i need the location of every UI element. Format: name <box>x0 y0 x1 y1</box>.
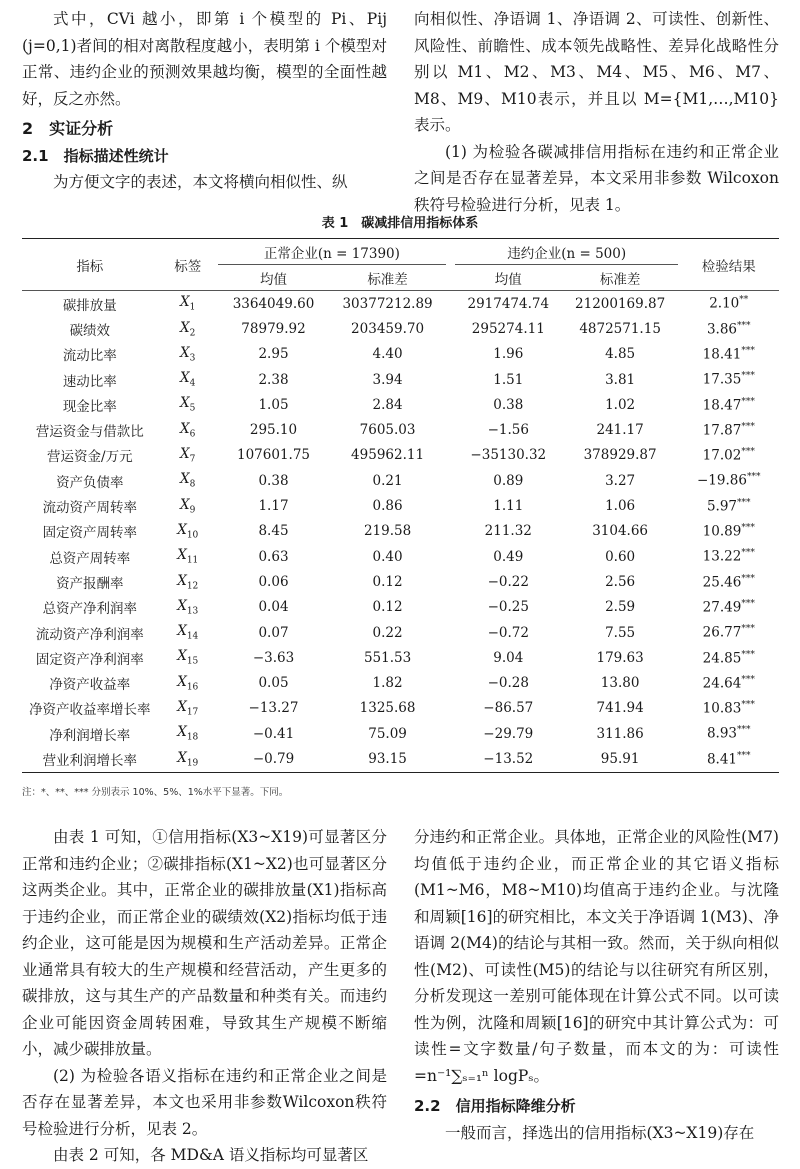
cell-indicator: 流动资产周转率 <box>42 500 138 517</box>
cell-result: 13.22*** <box>702 548 755 565</box>
cell-label: $X_6$ <box>180 420 196 440</box>
cell-result: 2.10** <box>709 295 749 312</box>
cell-normal-sd: 4.40 <box>372 346 403 363</box>
cell-default-sd: 21200169.87 <box>575 295 666 312</box>
cell-label: $X_8$ <box>180 471 196 491</box>
cell-indicator: 流动比率 <box>62 348 117 365</box>
cell-default-mean: −35130.32 <box>470 447 547 464</box>
table-row <box>22 696 779 721</box>
cell-default-mean: 9.04 <box>493 649 524 666</box>
cell-label: $X_4$ <box>180 370 196 389</box>
cell-indicator: 固定资产周转率 <box>42 525 138 542</box>
table-row <box>22 569 779 594</box>
cell-default-sd: 2.59 <box>605 599 636 616</box>
indicator-table <box>22 238 779 773</box>
header-sd: 标准差 <box>329 265 446 291</box>
cell-result: 24.64*** <box>702 674 755 692</box>
subsection-heading: 2.2 信用指标降维分析 <box>414 1097 576 1115</box>
cell-normal-sd: 219.58 <box>363 523 412 540</box>
cell-normal-mean: −0.41 <box>252 725 295 742</box>
cell-normal-mean: −3.63 <box>252 649 295 666</box>
cell-normal-mean: 2.38 <box>258 371 289 388</box>
cell-default-sd: 0.60 <box>605 548 636 565</box>
cell-label: $X_{18}$ <box>177 724 199 744</box>
cell-indicator: 总资产周转率 <box>49 550 131 567</box>
cell-default-mean: 295274.11 <box>471 320 545 337</box>
cell-normal-mean: 0.63 <box>258 548 289 565</box>
cell-default-mean: −0.25 <box>487 599 529 616</box>
cell-default-sd: 3104.66 <box>592 523 649 540</box>
cell-normal-sd: 0.86 <box>372 498 403 515</box>
cell-default-sd: 311.86 <box>596 725 644 742</box>
cell-indicator: 营运资金与借款比 <box>35 424 144 441</box>
header-mean: 均值 <box>455 265 562 291</box>
cell-label: $X_{15}$ <box>177 648 199 668</box>
cell-label: $X_{16}$ <box>177 673 199 693</box>
bottom-left-column <box>22 824 387 1169</box>
cell-label: $X_{12}$ <box>177 572 199 592</box>
cell-normal-mean: 1.05 <box>258 396 289 413</box>
cell-normal-mean: 1.17 <box>258 498 289 515</box>
cell-default-mean: 0.89 <box>493 472 524 489</box>
cell-default-mean: 2917474.74 <box>467 295 550 312</box>
cell-indicator: 流动资产净利润率 <box>35 626 144 643</box>
cell-result: 17.35*** <box>702 371 755 388</box>
cell-normal-sd: 0.21 <box>372 472 403 489</box>
header-sd: 标准差 <box>562 265 679 291</box>
cell-default-sd: 741.94 <box>596 700 644 717</box>
cell-label: $X_{17}$ <box>177 699 199 718</box>
cell-default-mean: 1.96 <box>493 346 524 363</box>
cell-result: 18.41*** <box>702 345 755 363</box>
cell-result: 10.83*** <box>702 700 755 717</box>
table-row <box>22 721 779 746</box>
cell-indicator: 营运资金/万元 <box>47 449 133 466</box>
cell-default-sd: 378929.87 <box>583 447 657 464</box>
cell-normal-sd: 0.22 <box>372 624 403 641</box>
cell-default-mean: −29.79 <box>483 725 534 742</box>
header-mean: 均值 <box>218 265 329 291</box>
top-right-column <box>414 6 779 218</box>
cell-indicator: 净利润增长率 <box>49 727 131 744</box>
cell-default-sd: 4.85 <box>605 346 636 363</box>
paragraph: 一般而言，择选出的信用指标(X3~X19)存在 <box>445 1123 755 1142</box>
cell-result: 8.93*** <box>706 725 751 742</box>
cell-result: 24.85*** <box>702 649 755 667</box>
cell-label: $X_2$ <box>180 319 196 339</box>
cell-normal-mean: 0.06 <box>258 573 289 590</box>
cell-indicator: 净资产收益率增长率 <box>29 702 151 719</box>
cell-default-mean: −1.56 <box>487 422 529 439</box>
cell-label: $X_{19}$ <box>177 749 199 769</box>
table-row <box>22 342 779 367</box>
cell-label: $X_1$ <box>180 294 196 313</box>
header-normal: 正常企业(n = 17390) <box>218 239 446 265</box>
table-row <box>22 291 779 317</box>
cell-default-sd: 179.63 <box>596 649 644 666</box>
cell-normal-sd: 203459.70 <box>351 320 425 337</box>
cell-default-mean: −86.57 <box>483 700 534 717</box>
cell-result: 17.87*** <box>702 421 755 439</box>
cell-result: 25.46*** <box>702 573 755 591</box>
cell-normal-mean: 107601.75 <box>237 447 311 464</box>
table-row <box>22 392 779 417</box>
cell-normal-sd: 75.09 <box>368 725 407 742</box>
cell-normal-sd: 0.12 <box>372 573 403 590</box>
table-row <box>22 620 779 645</box>
header-label: 标签 <box>158 239 218 291</box>
cell-normal-mean: 0.04 <box>258 599 289 616</box>
table-row <box>22 595 779 620</box>
cell-label: $X_9$ <box>180 496 196 516</box>
cell-normal-mean: 0.38 <box>258 472 289 489</box>
cell-default-sd: 241.17 <box>596 422 644 439</box>
cell-indicator: 净资产收益率 <box>49 677 131 694</box>
cell-normal-mean: 0.07 <box>258 624 289 641</box>
cell-label: $X_{10}$ <box>177 521 199 541</box>
table-row <box>22 670 779 695</box>
paragraph: 为方便文字的表述，本文将横向相似性、纵 <box>53 173 348 191</box>
table-caption: 表 1 碳减排信用指标体系 <box>321 216 479 231</box>
cell-normal-sd: 3.94 <box>372 371 403 388</box>
cell-normal-mean: 2.95 <box>258 346 289 363</box>
cell-result: 17.02*** <box>702 447 755 464</box>
cell-label: $X_3$ <box>180 344 196 364</box>
cell-label: $X_{11}$ <box>177 547 199 566</box>
cell-normal-mean: 295.10 <box>249 422 298 439</box>
cell-label: $X_{13}$ <box>177 597 199 617</box>
cell-result: 3.86*** <box>706 320 751 338</box>
cell-normal-mean: 0.05 <box>258 675 289 692</box>
table-row <box>22 367 779 392</box>
cell-result: 26.77*** <box>702 624 755 641</box>
cell-label: $X_5$ <box>180 395 196 415</box>
cell-default-sd: 1.06 <box>605 498 636 515</box>
cell-normal-sd: 0.12 <box>372 599 403 616</box>
cell-default-mean: 211.32 <box>484 523 532 540</box>
cell-normal-mean: 3364049.60 <box>232 295 315 312</box>
header-result: 检验结果 <box>678 239 779 291</box>
paragraph: 式中，CVi 越小，即第 i 个模型的 Pi、Pij (j=0,1)者间的相对离散程度越小，表明第 i 个模型对正常、违约企业的预测效果越均衡，模型的全面性越好，反之亦然。 <box>22 10 387 108</box>
cell-default-mean: 1.51 <box>493 371 524 388</box>
cell-default-sd: 3.81 <box>605 371 636 388</box>
table-row <box>22 645 779 670</box>
cell-indicator: 总资产净利润率 <box>42 601 138 618</box>
cell-indicator: 固定资产净利润率 <box>35 651 144 668</box>
section-heading: 2 实证分析 <box>22 119 114 138</box>
cell-default-sd: 3.27 <box>605 472 636 489</box>
paragraph: 由表 2 可知，各 MD&A 语义指标均可显著区 <box>53 1146 369 1164</box>
paragraph: 分违约和正常企业。具体地，正常企业的风险性(M7)均值低于违约企业，而正常企业的其它语义指标(M1~M6，M8~M10)均值高于违约企业。与沈隆和周颖[16]的研究相比，本文关于净语调 1(M3)、净语调 2(M4)的结论与其相一致。然而，关于纵向相似性(M2)、可读性(M5)的结论与以往研究有所区别，分析发现这一差别可能体现在计算公式不同。以可读性为例，沈隆和周颖[16]的研究中其计算公式为：可读性=文字数量/句子数量，而本文的为：可读性=n⁻¹∑ₛ₌₁ⁿ logPₛ。 <box>414 828 779 1085</box>
cell-default-sd: 1.02 <box>605 396 636 413</box>
paragraph: 由表 1 可知，①信用指标(X3~X19)可显著区分正常和违约企业；②碳排指标(X1~X2)也可显著区分这两类企业。其中，正常企业的碳排放量(X1)指标高于违约企业，而正常企业的碳绩效(X2)指标均低于违约企业，这可能是因为规模和生产活动差异。正常企业通常具有较大的生产规模和经营活动，产生更多的碳排放，这与其生产的产品数量和种类有关。而违约企业可能因资金周转困难，导致其生产规模不断缩小，减少碳排放量。 <box>22 828 387 1058</box>
cell-normal-mean: 8.45 <box>258 523 289 540</box>
cell-label: $X_{14}$ <box>177 623 199 642</box>
cell-default-mean: −0.72 <box>487 624 529 641</box>
cell-normal-sd: 495962.11 <box>351 447 425 464</box>
cell-default-sd: 4872571.15 <box>579 320 661 337</box>
table-row <box>22 544 779 569</box>
table-row <box>22 746 779 772</box>
cell-result: 8.41*** <box>706 750 751 768</box>
table-row <box>22 519 779 544</box>
cell-default-mean: 1.11 <box>493 498 524 515</box>
cell-normal-sd: 93.15 <box>368 750 407 767</box>
cell-indicator: 碳绩效 <box>69 322 111 339</box>
cell-indicator: 资产报酬率 <box>56 575 124 592</box>
cell-label: $X_7$ <box>180 446 196 465</box>
paragraph: (1) 为检验各碳减排信用指标在违约和正常企业之间是否存在显著差异，本文采用非参数 Wilcoxon 秩符号检验进行分析，见表 1。 <box>414 142 779 214</box>
cell-normal-mean: 78979.92 <box>241 320 306 337</box>
cell-normal-sd: 7605.03 <box>359 422 416 439</box>
cell-normal-sd: 551.53 <box>363 649 412 666</box>
cell-result: 18.47*** <box>702 396 755 414</box>
cell-default-mean: −13.52 <box>483 750 534 767</box>
subsection-heading: 2.1 指标描述性统计 <box>22 146 169 165</box>
cell-result: 5.97*** <box>706 497 751 515</box>
cell-indicator: 碳排放量 <box>62 297 117 314</box>
cell-normal-sd: 2.84 <box>372 396 403 413</box>
cell-indicator: 营业利润增长率 <box>42 752 138 769</box>
cell-normal-sd: 0.40 <box>372 548 403 565</box>
cell-default-sd: 95.91 <box>600 750 640 767</box>
cell-result: 10.89*** <box>702 523 755 540</box>
cell-default-mean: 0.49 <box>493 548 524 565</box>
table-row <box>22 417 779 442</box>
cell-indicator: 资产负债率 <box>56 474 124 491</box>
cell-default-mean: 0.38 <box>493 396 524 413</box>
top-left-column <box>22 6 387 196</box>
cell-default-sd: 2.56 <box>605 573 636 590</box>
cell-normal-sd: 1.82 <box>372 675 403 692</box>
cell-normal-mean: −13.27 <box>248 700 299 717</box>
table-row <box>22 443 779 468</box>
table-row <box>22 468 779 493</box>
header-indicator: 指标 <box>22 239 158 291</box>
bottom-right-column <box>414 824 779 1146</box>
cell-result: 27.49*** <box>702 598 755 616</box>
cell-default-sd: 7.55 <box>605 624 636 641</box>
paragraph: 向相似性、净语调 1、净语调 2、可读性、创新性、风险性、前瞻性、成本领先战略性、差异化战略性分别以 M1、M2、M3、M4、M5、M6、M7、M8、M9、M10表示，并且以 M={M1,…,M10}表示。 <box>414 10 779 134</box>
paragraph: (2) 为检验各语义指标在违约和正常企业之间是否存在显著差异，本文也采用非参数Wilcoxon秩符号检验进行分析，见表 2。 <box>22 1066 387 1138</box>
cell-default-sd: 13.80 <box>600 675 640 692</box>
cell-default-mean: −0.22 <box>487 573 529 590</box>
cell-indicator: 速动比率 <box>62 373 117 390</box>
cell-result: −19.86*** <box>697 472 761 489</box>
cell-normal-mean: −0.79 <box>252 750 295 767</box>
table-note: 注：*、**、*** 分别表示 10%、5%、1%水平下显著。下同。 <box>22 787 289 798</box>
cell-default-mean: −0.28 <box>487 675 529 692</box>
table-row <box>22 493 779 518</box>
cell-indicator: 现金比率 <box>62 398 117 415</box>
cell-normal-sd: 30377212.89 <box>342 295 433 312</box>
cell-normal-sd: 1325.68 <box>359 700 416 717</box>
table-row <box>22 316 779 341</box>
header-default: 违约企业(n = 500) <box>455 239 679 265</box>
